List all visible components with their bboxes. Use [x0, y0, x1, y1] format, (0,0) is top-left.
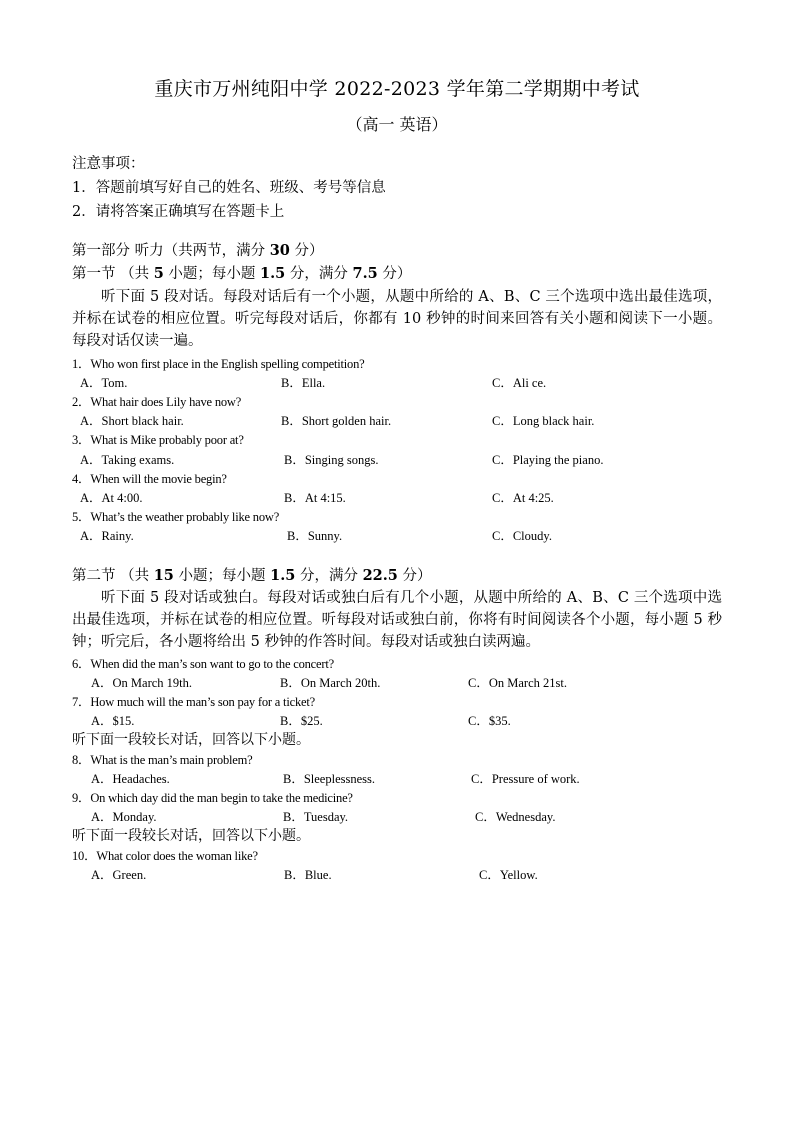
- option-a: A．Taking exams.: [80, 453, 175, 467]
- option-c: C．On March 21st.: [468, 676, 567, 690]
- dialogue-lead: 听下面一段较长对话，回答以下小题。: [72, 732, 310, 748]
- option-b: B．Singing songs.: [284, 453, 379, 467]
- option-a: A．Headaches.: [91, 772, 170, 786]
- option-c: C．Cloudy.: [492, 529, 552, 543]
- section1-instructions: 听下面 5 段对话。每段对话后有一个小题，从题中所给的 A、B、C 三个选项中选出最佳选项，并标在试卷的相应位置。听完每段对话后，你都有 10 秒钟的时间来回答有关小题和阅读下一小题。每段对话仅读一遍。: [72, 289, 722, 349]
- option-c: C．Yellow.: [479, 868, 538, 882]
- option-c: C．$35.: [468, 714, 511, 728]
- exam-subtitle: （高一 英语）: [346, 115, 448, 134]
- question-text: 2．What hair does Lily have now?: [72, 395, 242, 409]
- question-text: 5．What’s the weather probably like now?: [72, 510, 280, 524]
- option-b: B．Tuesday.: [283, 810, 349, 824]
- option-b: B．Ella.: [281, 376, 326, 390]
- notice-item: 2．请将答案正确填写在答题卡上: [72, 204, 285, 220]
- question-text: 9．On which day did the man begin to take the medicine?: [72, 791, 353, 805]
- question-text: 4．When will the movie begin?: [72, 472, 227, 486]
- option-a: A．Short black hair.: [80, 414, 184, 428]
- section2-heading: 第二节 （共 15 小题；每小题 1.5 分，满分 22.5 分）: [72, 567, 432, 584]
- exam-title: 重庆市万州纯阳中学 2022-2023 学年第二学期期中考试: [154, 78, 640, 100]
- section2-instructions: 听下面 5 段对话或独白。每段对话或独白后有几个小题，从题中所给的 A、B、C 三个选项中选出最佳选项，并标在试卷的相应位置。听每段对话或独白前，你将有时间阅读各个小题，每小题 5 秒钟；听完后，各小题将给出 5 秒钟的作答时间。每段对话或独白读两遍。: [72, 590, 722, 650]
- option-c: C．Wednesday.: [475, 810, 556, 824]
- question-text: 6．When did the man’s son want to go to the concert?: [72, 657, 334, 671]
- option-c: C．Long black hair.: [492, 414, 595, 428]
- part1-heading: 第一部分 听力（共两节，满分 30 分）: [72, 242, 324, 259]
- option-c: C．Playing the piano.: [492, 453, 604, 467]
- option-b: B．$25.: [280, 714, 323, 728]
- question-text: 8．What is the man’s main problem?: [72, 753, 253, 767]
- notice-item: 1．答题前填写好自己的姓名、班级、考号等信息: [72, 180, 386, 196]
- option-c: C．At 4:25.: [492, 491, 554, 505]
- option-b: B．At 4:15.: [284, 491, 346, 505]
- option-a: A．At 4:00.: [80, 491, 143, 505]
- option-a: A．$15.: [91, 714, 135, 728]
- option-a: A．On March 19th.: [91, 676, 193, 690]
- option-a: A．Tom.: [80, 376, 128, 390]
- question-text: 7．How much will the man’s son pay for a ticket?: [72, 695, 315, 709]
- option-c: C．Ali ce.: [492, 376, 547, 390]
- section1-heading: 第一节 （共 5 小题；每小题 1.5 分，满分 7.5 分）: [72, 265, 412, 282]
- option-b: B．Sleeplessness.: [283, 772, 376, 786]
- option-c: C．Pressure of work.: [471, 772, 580, 786]
- option-a: A．Monday.: [91, 810, 157, 824]
- question-text: 10．What color does the woman like?: [72, 849, 258, 863]
- question-text: 3．What is Mike probably poor at?: [72, 433, 244, 447]
- question-text: 1．Who won first place in the English spelling competition?: [72, 357, 365, 371]
- option-b: B．Sunny.: [287, 529, 343, 543]
- notice-heading: 注意事项：: [72, 156, 145, 172]
- option-b: B．Short golden hair.: [281, 414, 392, 428]
- option-a: A．Rainy.: [80, 529, 134, 543]
- option-a: A．Green.: [91, 868, 147, 882]
- dialogue-lead: 听下面一段较长对话，回答以下小题。: [72, 828, 310, 844]
- option-b: B．On March 20th.: [280, 676, 381, 690]
- option-b: B．Blue.: [284, 868, 332, 882]
